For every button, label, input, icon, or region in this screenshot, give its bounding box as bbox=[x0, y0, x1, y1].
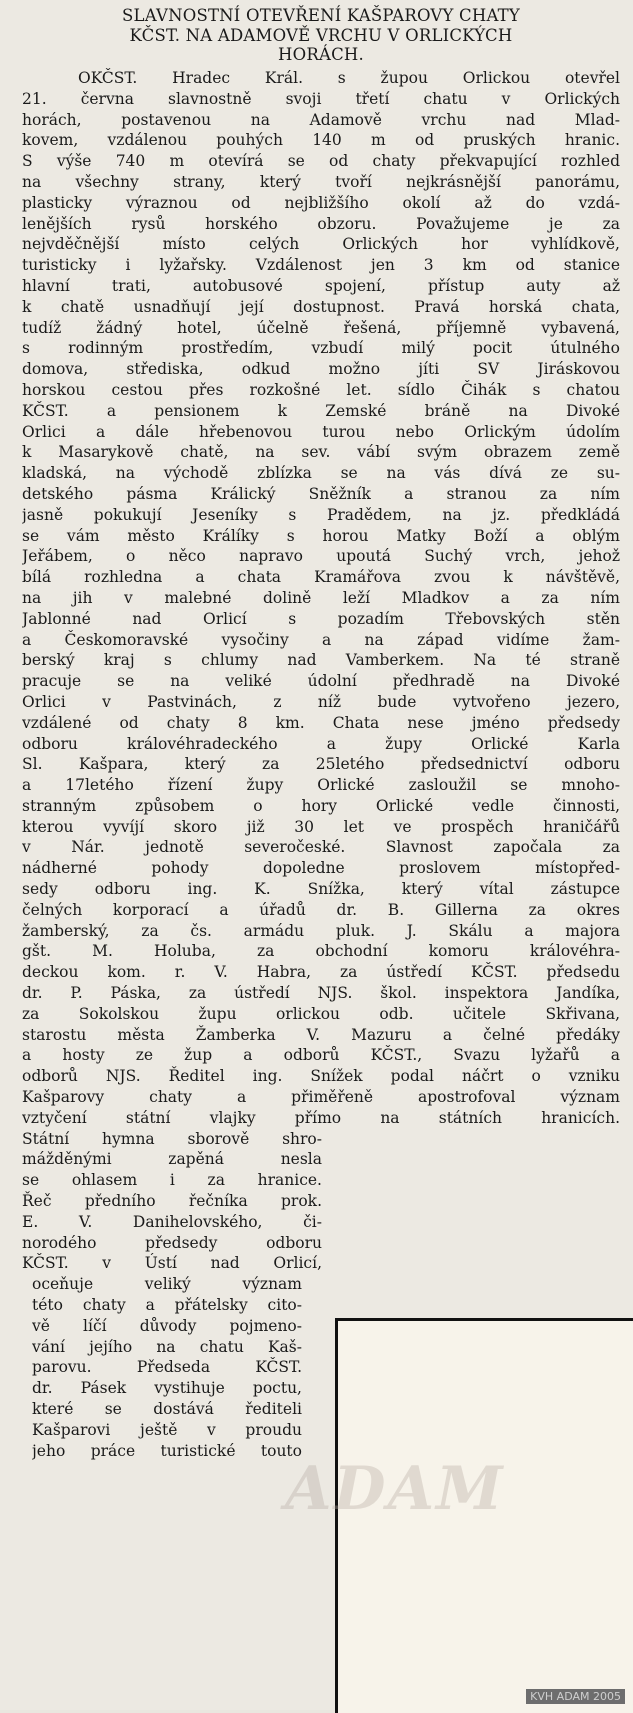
text-line: Řeč předního řečníka prok. bbox=[22, 1192, 322, 1211]
text-line: vzdálené od chaty 8 km. Chata nese jméno předsedy bbox=[22, 713, 620, 732]
text-line: a Českomoravské vysočiny a na západ vidíme žam- bbox=[22, 630, 620, 649]
text-line: s rodinným prostředím, vzbudí milý pocit útulného bbox=[22, 339, 620, 358]
text-line: jeho práce turistické touto bbox=[32, 1441, 302, 1460]
text-line: parovu. Předseda KČST. bbox=[32, 1358, 302, 1377]
watermark: ADAM bbox=[285, 1454, 505, 1524]
text-line: k Masarykově chatě, na sev. vábí svým obrazem země bbox=[22, 443, 620, 462]
text-line: dr. P. Páska, za ústředí NJS. škol. inspektora Jandíka, bbox=[22, 984, 620, 1003]
text-line: Státní hymna sborově shro- bbox=[22, 1129, 322, 1148]
text-line: detského pásma Králický Sněžník a stranou za ním bbox=[22, 484, 620, 503]
text-line: na jih v malebné dolině leží Mladkov a za ním bbox=[22, 588, 620, 607]
text-line: turisticky i lyžařsky. Vzdálenost jen 3 km od stanice bbox=[22, 256, 620, 275]
text-line: jasně pokukují Jeseníky s Pradědem, na jz. předkládá bbox=[22, 505, 620, 524]
text-line: a hosty ze žup a odborů KČST., Svazu lyžařů a bbox=[22, 1046, 620, 1065]
text-line: KČST. a pensionem k Zemské bráně na Divoké bbox=[22, 401, 620, 420]
narrow-column-text bbox=[22, 1129, 322, 1275]
article-body bbox=[22, 68, 620, 1461]
text-line: S výše 740 m otevírá se od chaty překvapující rozhled bbox=[22, 152, 620, 171]
text-line: za Sokolskou župu orlickou odb. učitele Skřivana, bbox=[22, 1004, 620, 1023]
text-line: starostu města Žamberka V. Mazuru a čelné předáky bbox=[22, 1025, 620, 1044]
text-line: se vám město Králíky s horou Matky Boží a oblým bbox=[22, 526, 620, 545]
text-line: kovem, vzdálenou pouhých 140 m od pruských hranic. bbox=[22, 131, 620, 150]
title-line: KČST. NA ADAMOVĚ VRCHU V ORLICKÝCH bbox=[129, 25, 513, 45]
text-line: na všechny strany, který tvoří nejkrásnější panorámu, bbox=[22, 172, 620, 191]
text-line: Kašparovy chaty a přiměřeně apostrofoval význam bbox=[22, 1088, 620, 1107]
text-line: berský kraj s chlumy nad Vamberkem. Na té straně bbox=[22, 651, 620, 670]
text-line: deckou kom. r. V. Habra, za ústředí KČST. předsedu bbox=[22, 963, 620, 982]
text-line: vě líčí důvody pojmeno- bbox=[32, 1316, 302, 1335]
text-line: kladská, na východě zblízka se na vás dívá ze su- bbox=[22, 464, 620, 483]
text-line: Orlici v Pastvinách, z níž bude vytvořeno jezero, bbox=[22, 692, 620, 711]
text-line: Jeřábem, o něco napravo upoutá Suchý vrch, jehož bbox=[22, 547, 620, 566]
full-width-text bbox=[22, 68, 620, 1129]
text-line: a 17letého řízení župy Orlické zasloužil se mnoho- bbox=[22, 776, 620, 795]
text-line: bílá rozhledna a chata Kramářova zvou k návštěvě, bbox=[22, 568, 620, 587]
title-line: HORÁCH. bbox=[278, 45, 364, 64]
title-line: SLAVNOSTNÍ OTEVŘENÍ KAŠPAROVY CHATY bbox=[122, 6, 520, 25]
text-line: kterou vyvíjí skoro již 30 let ve prospěch hraničářů bbox=[22, 817, 620, 836]
text-line: k chatě usnadňují její dostupnost. Pravá horská chata, bbox=[22, 297, 620, 316]
text-line: dr. Pásek vystihuje poctu, bbox=[32, 1379, 302, 1398]
text-line: horskou cestou přes rozkošné let. sídlo Čihák s chatou bbox=[22, 380, 620, 399]
text-line: hlavní trati, autobusové spojení, přístup auty až bbox=[22, 276, 620, 295]
text-line: nejvděčnější místo celých Orlických hor vyhlídkově, bbox=[22, 235, 620, 254]
text-line: 21. června slavnostně svoji třetí chatu v Orlických bbox=[22, 89, 620, 108]
text-line: plasticky výraznou od nejbližšího okolí až do vzdá- bbox=[22, 193, 620, 212]
text-line: pracuje se na veliké údolní předhradě na Divoké bbox=[22, 672, 620, 691]
text-line: vztyčení státní vlajky přímo na státních hranicích. bbox=[22, 1108, 620, 1127]
text-line: odborů NJS. Ředitel ing. Snížek podal náčrt o vzniku bbox=[22, 1067, 620, 1086]
article-title bbox=[22, 6, 620, 65]
text-line: E. V. Danihelovského, či- bbox=[22, 1212, 322, 1231]
text-line: Orlici a dále hřebenovou turou nebo Orlickým údolím bbox=[22, 422, 620, 441]
text-line: horách, postavenou na Adamově vrchu nad Mlad- bbox=[22, 110, 620, 129]
text-line: lenějších rysů horského obzoru. Považujeme je za bbox=[22, 214, 620, 233]
text-line: sedy odboru ing. K. Snížka, který vítal zástupce bbox=[22, 880, 620, 899]
text-line: této chaty a přátelsky cito- bbox=[32, 1296, 302, 1315]
text-line: KČST. v Ústí nad Orlicí, bbox=[22, 1254, 322, 1273]
text-line: čelných korporací a úřadů dr. B. Gillerna za okres bbox=[22, 900, 620, 919]
text-line: domova, střediska, odkud možno jíti SV Jiráskovou bbox=[22, 360, 620, 379]
text-line: norodého předsedy odboru bbox=[22, 1233, 322, 1252]
text-line: oceňuje veliký význam bbox=[32, 1275, 302, 1294]
text-line: v Nár. jednotě severočeské. Slavnost započala za bbox=[22, 838, 620, 857]
text-line: které se dostává řediteli bbox=[32, 1400, 302, 1418]
text-line: stranným způsobem o hory Orlické vedle činnosti, bbox=[22, 796, 620, 815]
text-line: žamberský, za čs. armádu pluk. J. Skálu a majora bbox=[22, 921, 620, 940]
text-line: odboru královéhradeckého a župy Orlické Karla bbox=[22, 734, 620, 753]
text-line: Sl. Kašpara, který za 25letého předsednictví odboru bbox=[22, 755, 620, 774]
text-line: OKČST. Hradec Král. s župou Orlickou otevřel bbox=[78, 69, 620, 87]
text-line: nádherné pohody dopoledne proslovem místopřed- bbox=[22, 859, 620, 878]
text-line: mážděnými zapěná nesla bbox=[22, 1150, 322, 1169]
text-line: gšt. M. Holuba, za obchodní komoru královéhra- bbox=[22, 942, 620, 961]
text-line: tudíž žádný hotel, účelně řešená, příjemně vybavená, bbox=[22, 318, 620, 337]
credit-label: KVH ADAM 2005 bbox=[526, 1689, 625, 1704]
text-line: se ohlasem i za hranice. bbox=[22, 1171, 322, 1190]
indented-column-text bbox=[22, 1274, 302, 1461]
text-line: Kašparovi ještě v proudu bbox=[32, 1420, 302, 1439]
text-line: Jablonné nad Orlicí s pozadím Třebovských stěn bbox=[22, 609, 620, 628]
text-line: vání jejího na chatu Kaš- bbox=[32, 1337, 302, 1356]
